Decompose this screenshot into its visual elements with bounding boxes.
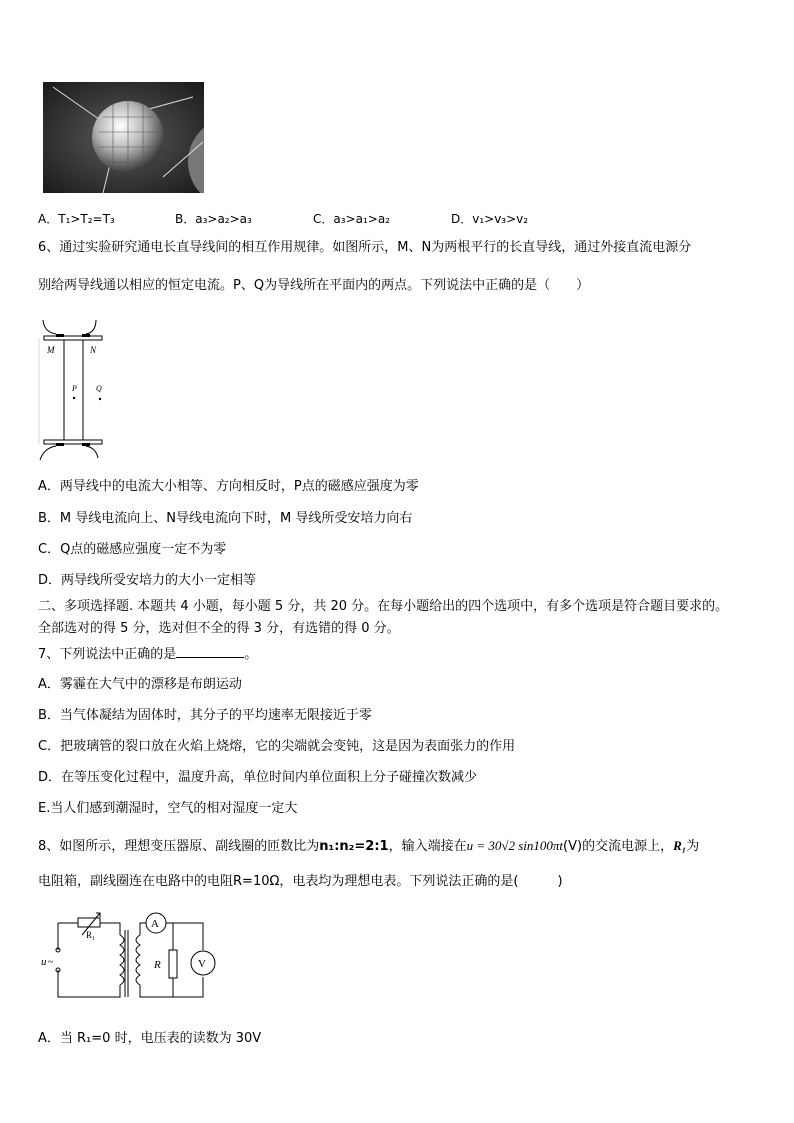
point-p [73, 397, 75, 399]
q6-option-a: A．两导线中的电流大小相等、方向相反时，P点的磁感应强度为零 [38, 479, 419, 494]
q8-stem2-text-a: 电阻箱，副线圈连在电路中的电阻 [38, 874, 234, 889]
q8-circuit-diagram [38, 905, 218, 1005]
q6-stem-line1: 6、通过实验研究通电长直导线间的相互作用规律。如图所示，M、N为两根平行的长直导线，通过外接直流电源分 [38, 240, 692, 255]
q5-option-b: B．a₃>a₂>a₃ [175, 212, 252, 226]
ammeter-label: A [151, 918, 159, 930]
point-q [99, 398, 101, 400]
q8-r1-symbol: R₁ [673, 838, 687, 853]
q6-option-d: D．两导线所受安培力的大小一定相等 [38, 573, 257, 588]
section2-heading-line1: 二、多项选择题. 本题共 4 小题，每小题 5 分，共 20 分。在每小题给出的四个选项中，有多个选项是符合题目要求的。 [38, 599, 729, 614]
q6-wire-diagram [38, 318, 108, 463]
q7-stem [38, 645, 257, 664]
label-n: N [90, 345, 97, 355]
q8-stem-text-d: 为 [686, 839, 700, 854]
q6-option-c: C．Q点的磁感应强度一定不为零 [38, 542, 227, 557]
ac-source-symbol: ~ [48, 957, 54, 968]
satellite-photo [43, 82, 204, 193]
q5-option-d: D．v₁>v₃>v₂ [451, 212, 529, 226]
q7-answer-blank [176, 645, 244, 658]
q6-stem-line2: 别给两导线通以相应的恒定电流。P、Q为导线所在平面内的两点。下列说法中正确的是（ ） [38, 278, 590, 293]
q6-option-b: B．M 导线电流向上、N导线电流向下时，M 导线所受安培力向右 [38, 511, 413, 526]
q8-voltage-formula: u = 30√2 sin100πt [466, 838, 564, 853]
q8-turns-ratio: n₁:n₂=2:1 [319, 839, 389, 854]
voltmeter-label: V [198, 958, 206, 970]
q8-stem-line1 [38, 837, 699, 856]
q7-option-c: C．把玻璃管的裂口放在火焰上烧熔，它的尖端就会变钝，这是因为表面张力的作用 [38, 739, 516, 754]
q8-stem-line2 [38, 873, 563, 891]
q8-stem-text-b: ，输入端接在 [388, 839, 467, 854]
q5-option-a: A．T₁>T₂=T₃ [38, 212, 115, 226]
fig-u-label: u [41, 956, 47, 968]
fig-r-label: R [154, 959, 161, 971]
fig-r1-label: $R_1$ [86, 930, 96, 942]
q8-stem-text-a: 8、如图所示，理想变压器原、副线圈的匝数比为 [38, 839, 320, 854]
q7-stem-end: 。 [244, 647, 258, 662]
label-p: P [72, 384, 77, 393]
q8-option-a: A．当 R₁=0 时，电压表的读数为 30V [38, 1031, 262, 1046]
q7-option-a: A．雾霾在大气中的漂移是布朗运动 [38, 677, 242, 692]
section2-heading-line2: 全部选对的得 5 分，选对但不全的得 3 分，有选错的得 0 分。 [38, 621, 400, 636]
q5-option-c: C．a₃>a₁>a₂ [313, 212, 390, 226]
q8-stem2-text-b: ，电表均为理想电表。下列说法正确的是( ) [279, 874, 563, 889]
label-m: M [47, 345, 55, 355]
q7-option-d: D．在等压变化过程中，温度升高，单位时间内单位面积上分子碰撞次数减少 [38, 770, 478, 785]
q7-option-e: E.当人们感到潮湿时，空气的相对湿度一定大 [38, 801, 298, 816]
q7-option-b: B．当气体凝结为固体时，其分子的平均速率无限接近于零 [38, 708, 372, 723]
label-q: Q [96, 384, 102, 393]
q7-stem-text: 7、下列说法中正确的是 [38, 647, 177, 662]
q8-resistance-value: R=10Ω [233, 874, 280, 889]
q8-stem-text-c: (V)的交流电源上， [563, 839, 674, 854]
